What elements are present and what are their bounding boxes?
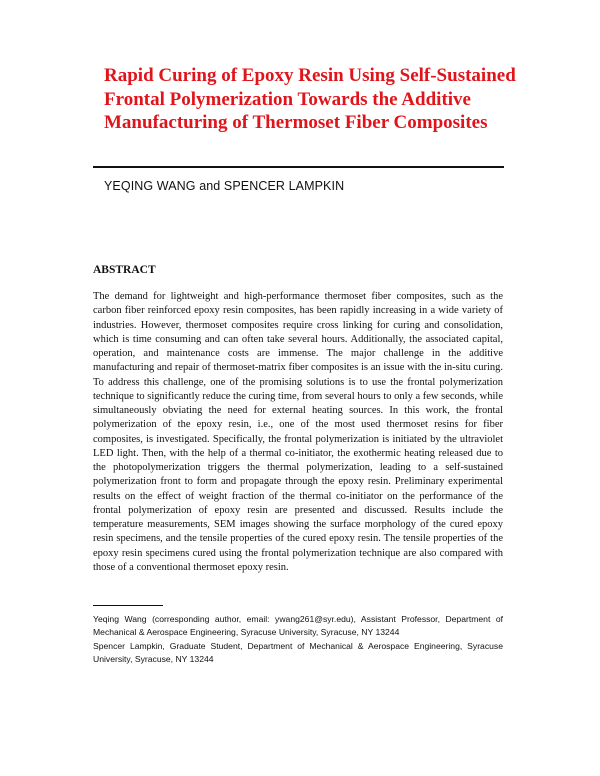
abstract-body: The demand for lightweight and high-performance thermoset fiber composites, such as the carbon fiber reinforced epoxy resin composites, has been rapidly increasing in a wide variety of industries. However, thermoset composites require cross linking for curing and consolidation, which is time consuming and can often take several hours. Additionally, the associated capital, operation, and maintenance costs are immense. The major challenge in the additive manufacturing and repair of thermoset-matrix fiber composites is an issue with the in-situ curing. To address this challenge, one of the promising solutions is to use the frontal polymerization technique to significantly reduce the curing time, from several hours to only a few seconds, while simultaneously obviating the need for external heating sources. In this work, the frontal polymerization of the epoxy resin, i.e., one of the most used thermoset resins for fiber composites, is investigated. Specifically, the frontal polymerization is initiated by the ultraviolet LED light. Then, with the help of a thermal co-initiator, the exothermic heating released due to the photopolymerization triggers the thermal polymerization, leading to a self-sustained polymerization front to form and propagate through the epoxy resin. Preliminary experimental results on the effect of weight fraction of the thermal co-initiator on the performance of the frontal polymerization of epoxy resin are presented and discussed. Results include the temperature measurements, SEM images showing the surface morphology of the cured epoxy resin specimens, and the tensile properties of the cured epoxy resin. The tensile properties of the epoxy resin specimens cured using the frontal polymerization technique are also compared with those of a conventional thermoset epoxy resin. bbox=[93, 291, 503, 573]
author-footnote bbox=[93, 613, 503, 666]
author-line: YEQING WANG and SPENCER LAMPKIN bbox=[104, 179, 345, 193]
title-divider bbox=[93, 166, 504, 168]
footnote-author-1: Yeqing Wang (corresponding author, email: ywang261@syr.edu), Assistant Professor, Department of Mechanical & Aerospace Engineering, Syracuse University, Syracuse, NY 13244 bbox=[93, 614, 503, 638]
footnote-divider bbox=[93, 605, 163, 606]
footnote-author-2: Spencer Lampkin, Graduate Student, Department of Mechanical & Aerospace Engineering, Syracuse University, Syracuse, NY 13244 bbox=[93, 640, 503, 664]
abstract-heading: ABSTRACT bbox=[93, 264, 156, 276]
paper-title: Rapid Curing of Epoxy Resin Using Self-Sustained Frontal Polymerization Towards the Additive Manufacturing of Thermoset Fiber Composites bbox=[104, 65, 516, 133]
